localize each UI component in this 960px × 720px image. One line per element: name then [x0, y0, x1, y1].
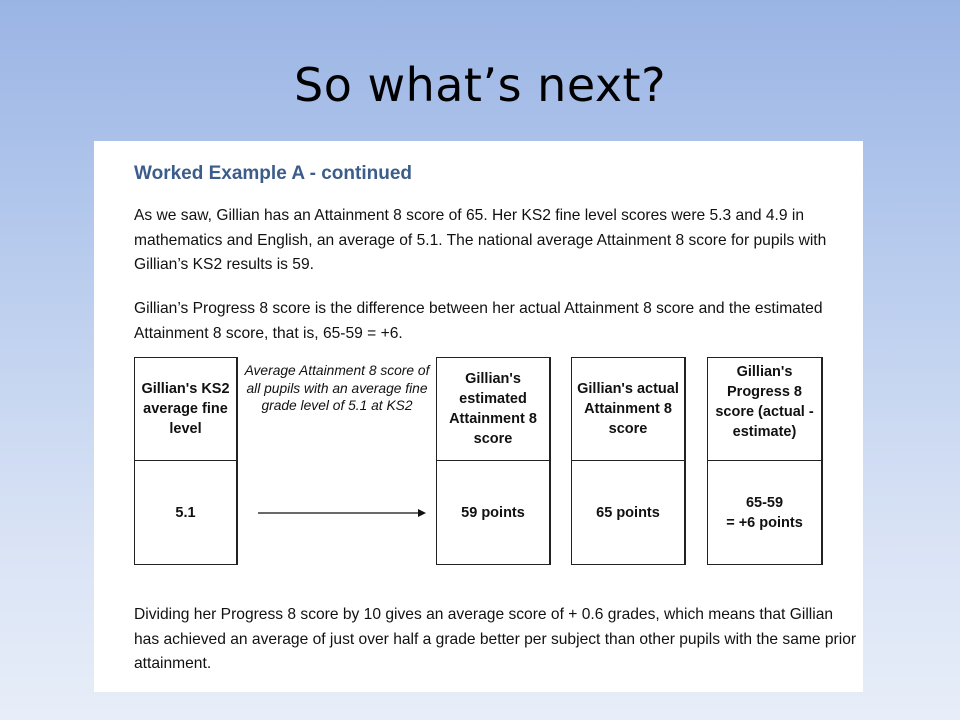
paragraph-progress: Gillian’s Progress 8 score is the difference between her actual Attainment 8 score and the estimated Attainment 8 score, that is, 65-59 = +6. [134, 300, 823, 342]
worked-example-image [94, 141, 863, 692]
box-header: Gillian's estimated Attainment 8 score [437, 358, 549, 461]
box-actual-score [571, 357, 686, 565]
right-arrow-icon [258, 507, 428, 519]
box-header: Gillian's actual Attainment 8 score [572, 358, 684, 461]
value-line-1: 65-59 [745, 494, 784, 511]
box-estimated-score [436, 357, 551, 565]
box-value [708, 461, 821, 564]
arrow-note: Average Attainment 8 score of all pupils with an average fine grade level of 5.1 at KS2 [244, 363, 430, 413]
doc-heading: Worked Example A - continued [134, 163, 413, 184]
box-header: Gillian's KS2 average fine level [135, 358, 236, 461]
box-progress-score [707, 357, 823, 565]
box-value: 59 points [461, 504, 525, 521]
paragraph-intro: As we saw, Gillian has an Attainment 8 score of 65. Her KS2 fine level scores were 5.3 and 4.9 in mathematics and English, an average of 5.1. The national average Attainment 8 score for pupils with Gillian’s KS2 results is 59. [134, 207, 827, 273]
box-value: 65 points [596, 504, 660, 521]
value-line-2: = +6 points [726, 514, 803, 531]
box-ks2-level [134, 357, 238, 565]
box-value: 5.1 [175, 504, 196, 521]
paragraph-conclusion: Dividing her Progress 8 score by 10 gives an average score of + 0.6 grades, which means that Gillian has achieved an average of just over half a grade better per subject than other pupils with the same prior attainment. [134, 606, 857, 672]
slide-title: So what’s next? [294, 58, 666, 112]
box-header: Gillian's Progress 8 score (actual - estimate) [708, 358, 821, 461]
